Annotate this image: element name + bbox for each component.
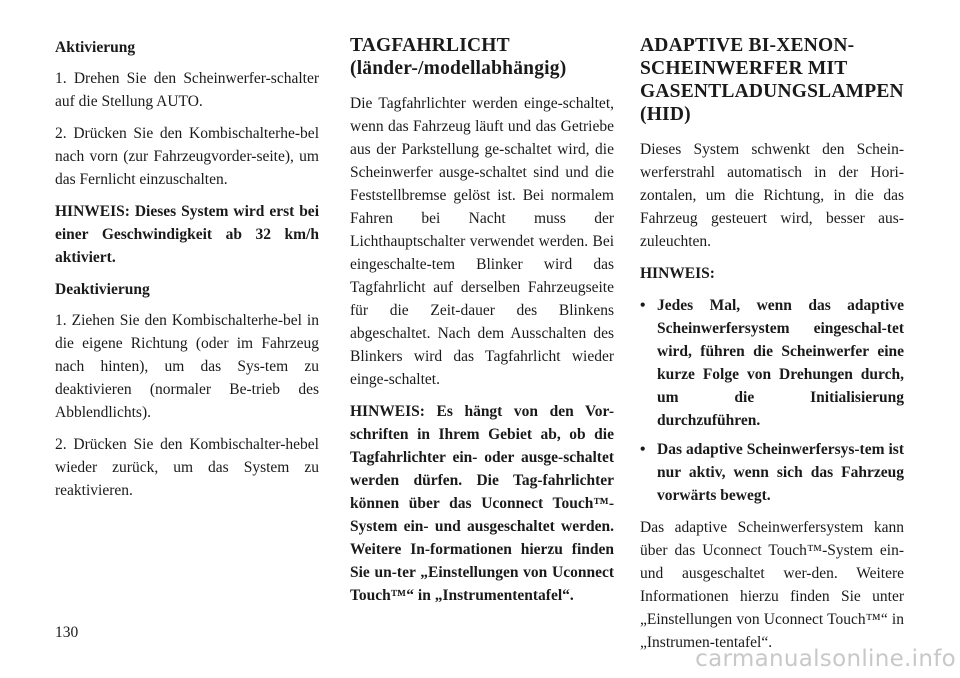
bullet-text: Das adaptive Scheinwerfersys-tem ist nur aktiv, wenn sich das Fahrzeug vorwärts bewegt. — [657, 441, 904, 504]
adaptive-outro: Das adaptive Scheinwerfersystem kann über das Uconnect Touch™-System ein- und ausgeschaltet wer-den. Weitere Informationen hierzu finden Sie unter „Einstellungen von Uconnect Touch™“ in „Instrumen-tentafel“. — [640, 519, 904, 651]
bullet-text: Jedes Mal, wenn das adaptive Scheinwerfersystem eingeschal-tet wird, führen die Scheinwerfer eine kurze Folge von Drehungen durch, um die Initialisierung durchzuführen. — [657, 297, 904, 429]
list-item — [640, 438, 904, 507]
watermark: carmanualsonline.info — [695, 646, 956, 672]
list-item — [640, 294, 904, 432]
heading-line-2: (länder-/modellabhängig) — [350, 58, 567, 79]
heading-line-1: TAGFAHRLICHT — [350, 35, 510, 56]
left-column — [55, 28, 319, 511]
deactivation-step-2: 2. Drücken Sie den Kombischalter-hebel wieder zurück, um das System zu reaktivieren. — [55, 436, 319, 499]
adaptive-headlamps-heading: ADAPTIVE BI-XENON-SCHEINWERFER MIT GASENTLADUNGSLAMPEN (HID) — [640, 35, 904, 125]
daytime-lights-body: Die Tagfahrlichter werden einge-schaltet, wenn das Fahrzeug läuft und das Getriebe aus der Parkstellung ge-schaltet wird, die Scheinwerfer ausge-schaltet sind und die Feststellbremse gelöst ist. Bei normalem Fahren bei Nacht muss der Lichthauptschalter verwendet werden. Bei eingeschalte-tem Blinker wird das Tagfahrlicht auf derselben Fahrzeugseite für die Zeit-dauer des Blinkens abgeschaltet. Nach dem Ausschalten des Blinkers wird das Tagfahrlicht wieder einge-schaltet. — [350, 95, 614, 388]
adaptive-note-list — [640, 294, 904, 507]
page-number: 130 — [55, 624, 79, 641]
activation-title: Aktivierung — [55, 39, 136, 56]
activation-step-1: 1. Drehen Sie den Scheinwerfer-schalter auf die Stellung AUTO. — [55, 70, 319, 110]
activation-step-2: 2. Drücken Sie den Kombischalterhe-bel nach vorn (zur Fahrzeugvorder-seite), um das Fernlicht einzuschalten. — [55, 125, 319, 188]
adaptive-note-label: HINWEIS: — [640, 265, 715, 282]
right-column — [640, 28, 904, 663]
daytime-lights-heading — [350, 34, 614, 80]
bullet-icon: • — [640, 441, 646, 458]
adaptive-intro: Dieses System schwenkt den Schein-werferstrahl automatisch in der Hori-zontalen, um die Richtung, in die das Fahrzeug gesteuert wird, besser aus-zuleuchten. — [640, 141, 904, 250]
speed-note: HINWEIS: Dieses System wird erst bei einer Geschwindigkeit ab 32 km/h aktiviert. — [55, 203, 319, 266]
middle-column — [350, 28, 614, 616]
bullet-icon: • — [640, 297, 646, 314]
daytime-lights-note: HINWEIS: Es hängt von den Vor-schriften in Ihrem Gebiet ab, ob die Tagfahrlichter ein- oder ausge-schaltet werden dürfen. Die Tag-fahrlichter können über das Uconnect Touch™-System ein- und ausgeschaltet werden. Weitere In-formationen hierzu finden Sie un-ter „Einstellungen von Uconnect Touch™“ in „Instrumententafel“. — [350, 403, 614, 604]
deactivation-step-1: 1. Ziehen Sie den Kombischalterhe-bel in die eigene Richtung (oder im Fahrzeug nach hinten), um das Sys-tem zu deaktivieren (normaler Be-trieb des Abblendlichts). — [55, 312, 319, 421]
deactivation-title: Deaktivierung — [55, 281, 150, 298]
